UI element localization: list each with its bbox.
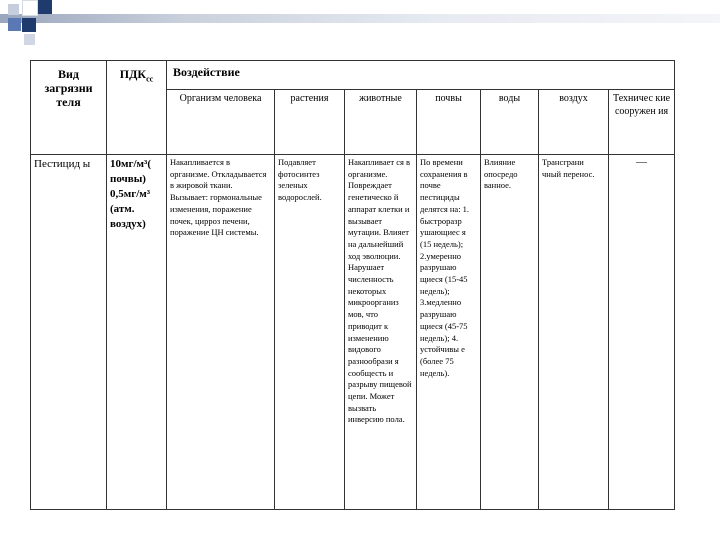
subheader-plants: растения <box>275 90 345 155</box>
row-air: Трансграни чный перенос. <box>539 155 609 510</box>
corner-square-5 <box>22 18 36 32</box>
header-bar <box>0 14 720 23</box>
corner-square-2 <box>22 0 38 16</box>
col-effect-header: Воздействие <box>167 61 675 90</box>
row-pdk: 10мг/м³( почвы) 0,5мг/м³ (атм. воздух) <box>107 155 167 510</box>
row-kind: Пестицид ы <box>31 155 107 510</box>
corner-square-1 <box>8 4 19 15</box>
row-human: Накапливается в организме. Откладывается в жировой ткани. Вызывает: гормональные изменения, поражение почек, цирроз печени, поражение ЦН системы. <box>167 155 275 510</box>
col-pdk-header: $ПДК_{сс}$ <box>107 61 167 155</box>
table-row <box>31 155 675 510</box>
corner-square-3 <box>38 0 52 14</box>
corner-square-4 <box>8 18 21 31</box>
subheader-human: Организм человека <box>167 90 275 155</box>
pollutant-table <box>30 60 675 510</box>
subheader-tech: Техничес кие сооружен ия <box>609 90 675 155</box>
corner-square-6 <box>24 34 35 45</box>
row-water: Влияние опосредо ванное. <box>481 155 539 510</box>
row-animals: Накапливает ся в организме. Повреждает генетическо й аппарат клетки и вызывает мутации. Влияет на дальнейший ход эволюции. Нарушает численность некоторых микроорганиз мов, что приводит к изменению видового разнообрази я сообщесть и разрыву пищевой цепи. Может вызвать инверсию пола. <box>345 155 417 510</box>
subheader-water: воды <box>481 90 539 155</box>
subheader-soil: почвы <box>417 90 481 155</box>
col-kind-header: Вид загрязни теля <box>31 61 107 155</box>
row-plants: Подавляет фотосинтез зеленых водорослей. <box>275 155 345 510</box>
row-tech: — <box>609 155 675 510</box>
subheader-animals: животные <box>345 90 417 155</box>
subheader-air: воздух <box>539 90 609 155</box>
row-soil: По времени сохранения в почве пестициды делятся на: 1. быстроразр ушающиес я (15 недель); 2.умеренно разрушаю щиеся (15-45 недель); 3.медленно разрушаю щиеся (45-75 недель); 4. устойчивы е (более 75 недель). <box>417 155 481 510</box>
